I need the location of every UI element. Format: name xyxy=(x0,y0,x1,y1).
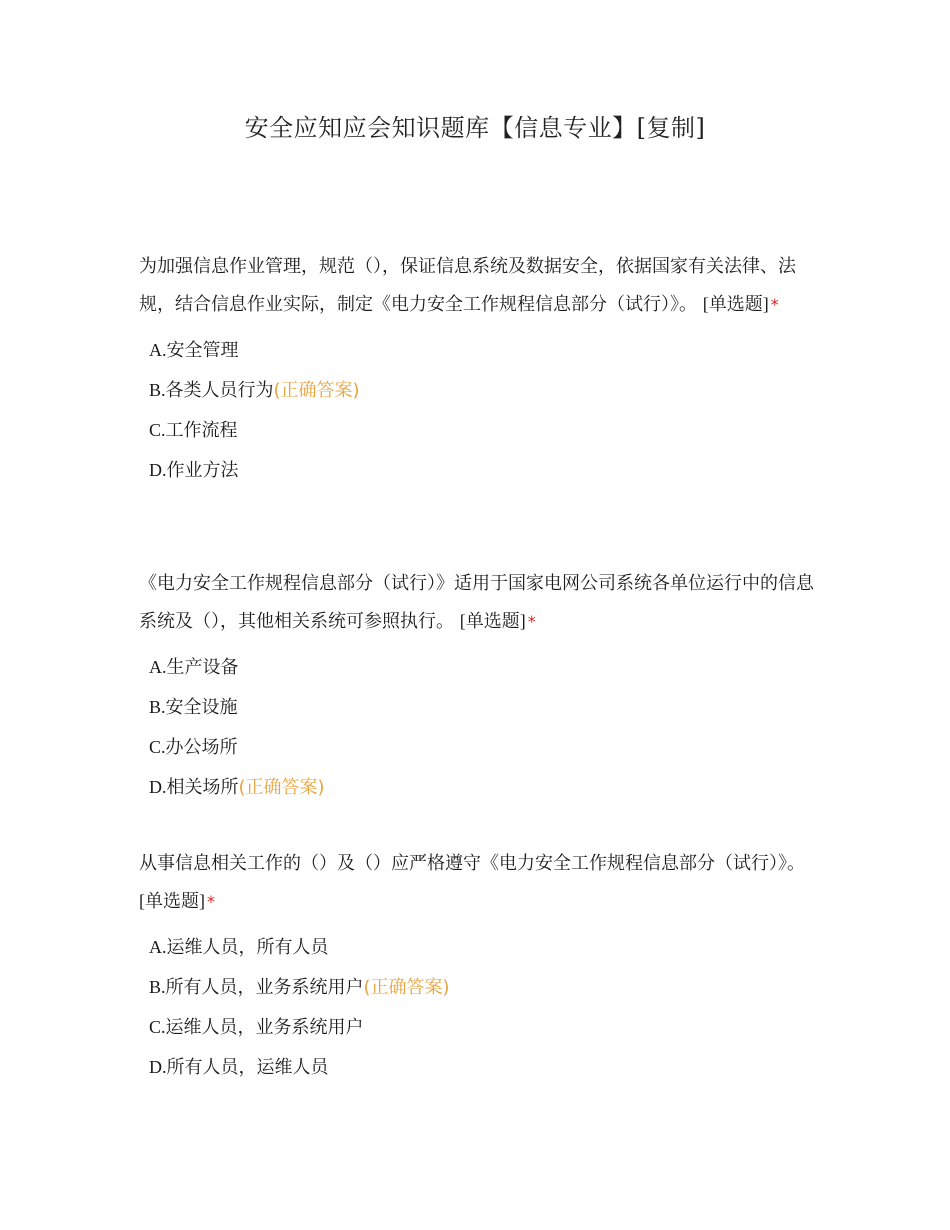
correct-answer-label: (正确答案) xyxy=(238,777,325,798)
page-title: 安全应知应会知识题库【信息专业】[复制] xyxy=(244,114,706,142)
option-c: C.工作流程 xyxy=(149,420,238,441)
option-b: B.各类人员行为(正确答案) xyxy=(149,380,360,401)
question-stem xyxy=(139,248,819,323)
option-b: B.所有人员，业务系统用户(正确答案) xyxy=(149,977,450,998)
option-list xyxy=(139,927,819,1087)
required-marker: * xyxy=(770,294,779,314)
option-c: C.运维人员，业务系统用户 xyxy=(149,1017,364,1038)
option-c: C.办公场所 xyxy=(149,737,238,758)
option-d: D.相关场所(正确答案) xyxy=(149,777,325,798)
correct-answer-label: (正确答案) xyxy=(273,380,360,401)
option-a: A.生产设备 xyxy=(149,657,239,678)
correct-answer-label: (正确答案) xyxy=(363,977,450,998)
option-list xyxy=(139,647,819,807)
question-type: [单选题] xyxy=(702,293,769,314)
question-type: [单选题] xyxy=(139,890,205,911)
question-type: [单选题] xyxy=(459,610,526,631)
question-3 xyxy=(139,845,819,1087)
option-list xyxy=(139,330,819,490)
question-2 xyxy=(139,565,819,807)
question-text: 《电力安全工作规程信息部分（试行）》适用于国家电网公司系统各单位运行中的信息系统及（），其他相关系统可参照执行。 xyxy=(139,573,814,632)
option-d: D.作业方法 xyxy=(149,460,239,481)
required-marker: * xyxy=(527,611,536,631)
question-text: 从事信息相关工作的（）及（）应严格遵守《电力安全工作规程信息部分（试行）》。 xyxy=(139,853,805,874)
option-a: A.安全管理 xyxy=(149,340,239,361)
question-stem xyxy=(139,845,819,920)
option-a: A.运维人员，所有人员 xyxy=(149,937,329,958)
question-1 xyxy=(139,248,819,490)
option-b: B.安全设施 xyxy=(149,697,238,718)
question-text: 为加强信息作业管理，规范（），保证信息系统及数据安全，依据国家有关法律、法规，结合信息作业实际，制定《电力安全工作规程信息部分（试行）》。 xyxy=(139,256,796,315)
question-stem xyxy=(139,565,819,640)
required-marker: * xyxy=(207,891,215,911)
option-d: D.所有人员，运维人员 xyxy=(149,1057,329,1078)
